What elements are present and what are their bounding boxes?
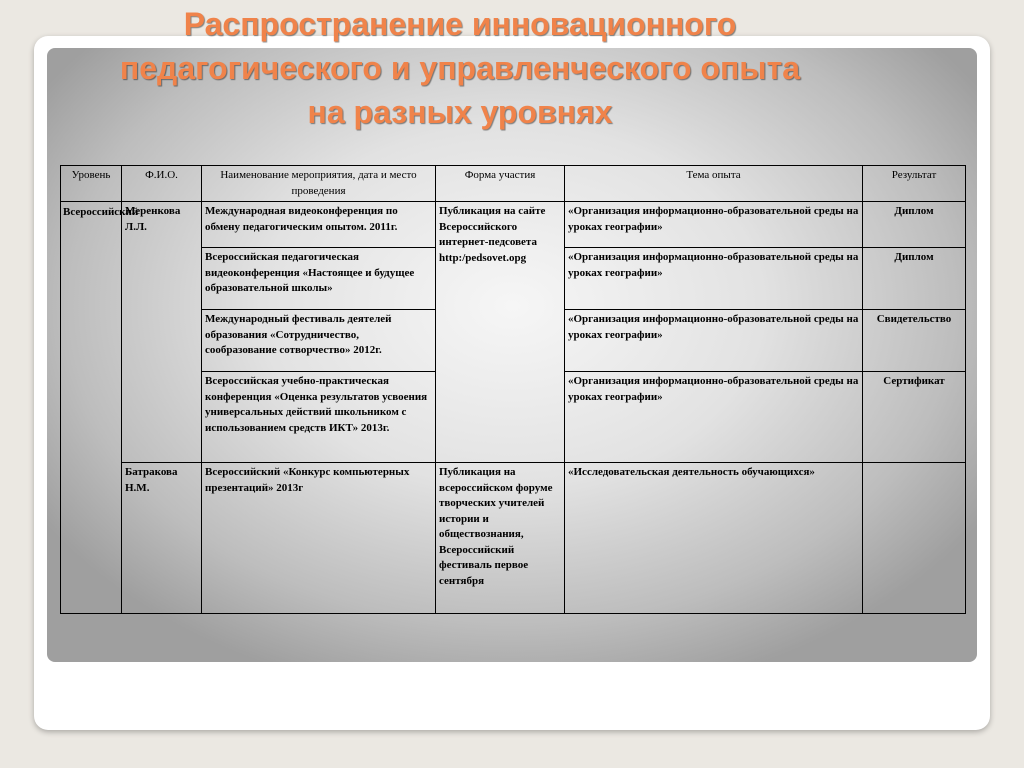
result-cell	[863, 463, 966, 614]
form-cell: Публикация на всероссийском форуме творческих учителей истории и обществознания, Всероссийский фестиваль первое сентября	[436, 463, 565, 614]
result-cell: Свидетельство	[863, 310, 966, 372]
title-line-2: педагогического и управленческого опыта	[119, 50, 801, 86]
header-topic: Тема опыта	[565, 166, 863, 202]
person-name-cell: Батракова Н.М.	[122, 463, 202, 614]
table-row	[61, 463, 966, 614]
event-cell: Международная видеоконференция по обмену педагогическим опытом. 2011г.	[202, 202, 436, 248]
experience-table	[60, 165, 966, 614]
topic-cell: «Организация информационно-образовательной среды на уроках географии»	[565, 372, 863, 463]
event-cell: Всероссийская педагогическая видеоконференция «Настоящее и будущее образовательной школы»	[202, 248, 436, 310]
form-cell: Публикация на сайте Всероссийского интернет-педсовета http:/pedsovet.opg	[436, 202, 565, 463]
header-name: Ф.И.О.	[122, 166, 202, 202]
event-cell: Всероссийская учебно-практическая конференция «Оценка результатов усвоения универсальных действий школьником с использованием средств ИКТ» 2013г.	[202, 372, 436, 463]
event-cell: Международный фестиваль деятелей образования «Сотрудничество, сообразование сотворчество» 2012г.	[202, 310, 436, 372]
topic-cell: «Организация информационно-образовательной среды на уроках географии»	[565, 310, 863, 372]
event-cell: Всероссийский «Конкурс компьютерных презентаций» 2013г	[202, 463, 436, 614]
table-header-row	[61, 166, 966, 202]
result-cell: Диплом	[863, 248, 966, 310]
level-cell: Всероссийский	[61, 202, 122, 614]
topic-cell: «Организация информационно-образовательной среды на уроках географии»	[565, 248, 863, 310]
result-cell: Диплом	[863, 202, 966, 248]
header-level: Уровень	[61, 166, 122, 202]
table-row	[61, 202, 966, 248]
person-name-cell: Меренкова Л.Л.	[122, 202, 202, 463]
slide-title	[0, 2, 920, 134]
title-line-3: на разных уровнях	[307, 94, 613, 130]
header-result: Результат	[863, 166, 966, 202]
header-event: Наименование мероприятия, дата и место проведения	[202, 166, 436, 202]
header-form: Форма участия	[436, 166, 565, 202]
topic-cell: «Исследовательская деятельность обучающихся»	[565, 463, 863, 614]
result-cell: Сертификат	[863, 372, 966, 463]
title-line-1: Распространение инновационного	[183, 6, 737, 42]
topic-cell: «Организация информационно-образовательной среды на уроках географии»	[565, 202, 863, 248]
